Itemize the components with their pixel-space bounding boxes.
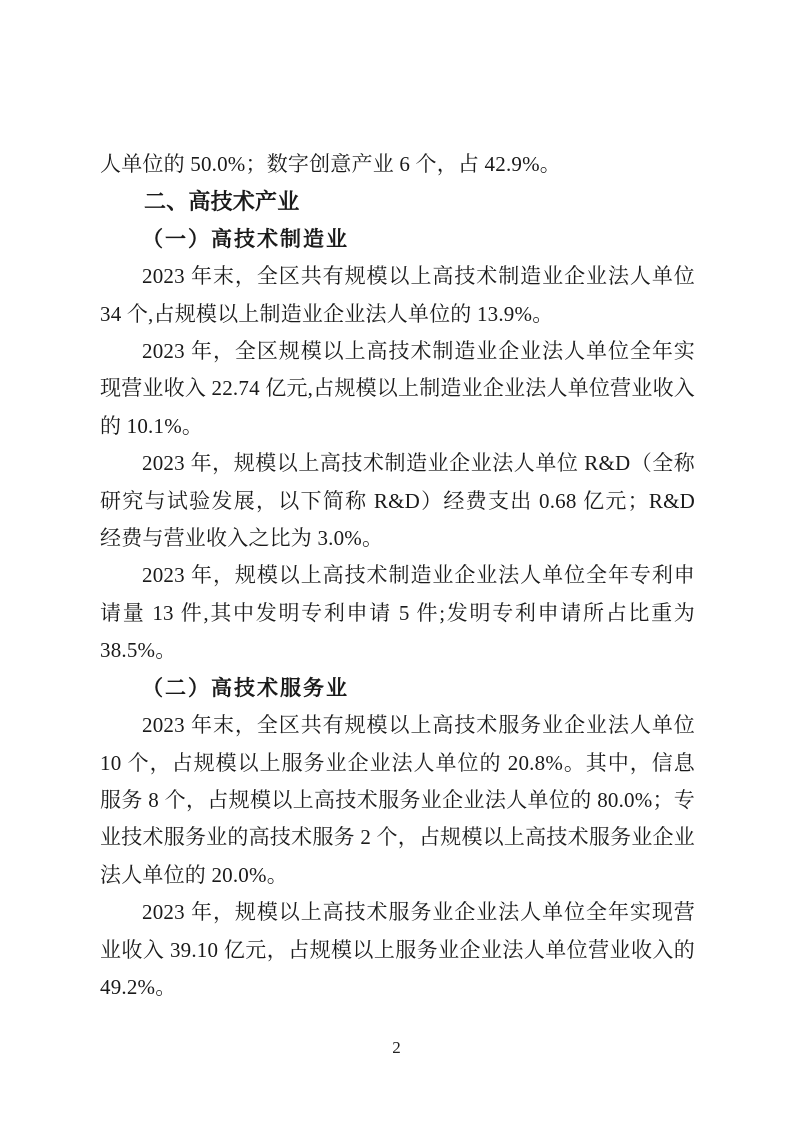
subsection-heading-high-tech-manufacturing: （一）高技术制造业 [142, 226, 349, 251]
paragraph-services-units: 2023 年末，全区共有规模以上高技术服务业企业法人单位 10 个，占规模以上服务业企业法人单位的 20.8%。其中，信息服务 8 个，占规模以上高技术服务业企业法人单位的 80.0%；专业技术服务业的高技术服务 2 个，占规模以上高技术服务业企业法人单位的 20.0%。 [100, 713, 695, 887]
paragraph-services-revenue: 2023 年，规模以上高技术服务业企业法人单位全年实现营业收入 39.10 亿元，占规模以上服务业企业法人单位营业收入的 49.2%。 [100, 900, 695, 999]
paragraph-continuation: 人单位的 50.0%；数字创意产业 6 个，占 42.9%。 [100, 152, 561, 176]
section-heading-high-tech-industry: 二、高技术产业 [144, 189, 300, 215]
paragraph-manufacturing-revenue: 2023 年，全区规模以上高技术制造业企业法人单位全年实现营业收入 22.74 亿元,占规模以上制造业企业法人单位营业收入的 10.1%。 [100, 339, 695, 438]
document-body [100, 146, 695, 1006]
subsection-heading-high-tech-services: （二）高技术服务业 [142, 675, 349, 700]
paragraph-manufacturing-units: 2023 年末，全区共有规模以上高技术制造业企业法人单位 34 个,占规模以上制造业企业法人单位的 13.9%。 [100, 264, 695, 326]
paragraph-manufacturing-patents: 2023 年，规模以上高技术制造业企业法人单位全年专利申请量 13 件,其中发明专利申请 5 件;发明专利申请所占比重为 38.5%。 [100, 563, 695, 663]
paragraph-manufacturing-rd-expenditure: 2023 年，规模以上高技术制造业企业法人单位 R&D（全称研究与试验发展，以下简称 R&D）经费支出 0.68 亿元；R&D 经费与营业收入之比为 3.0%。 [100, 451, 695, 551]
page-number: 2 [392, 1038, 401, 1057]
